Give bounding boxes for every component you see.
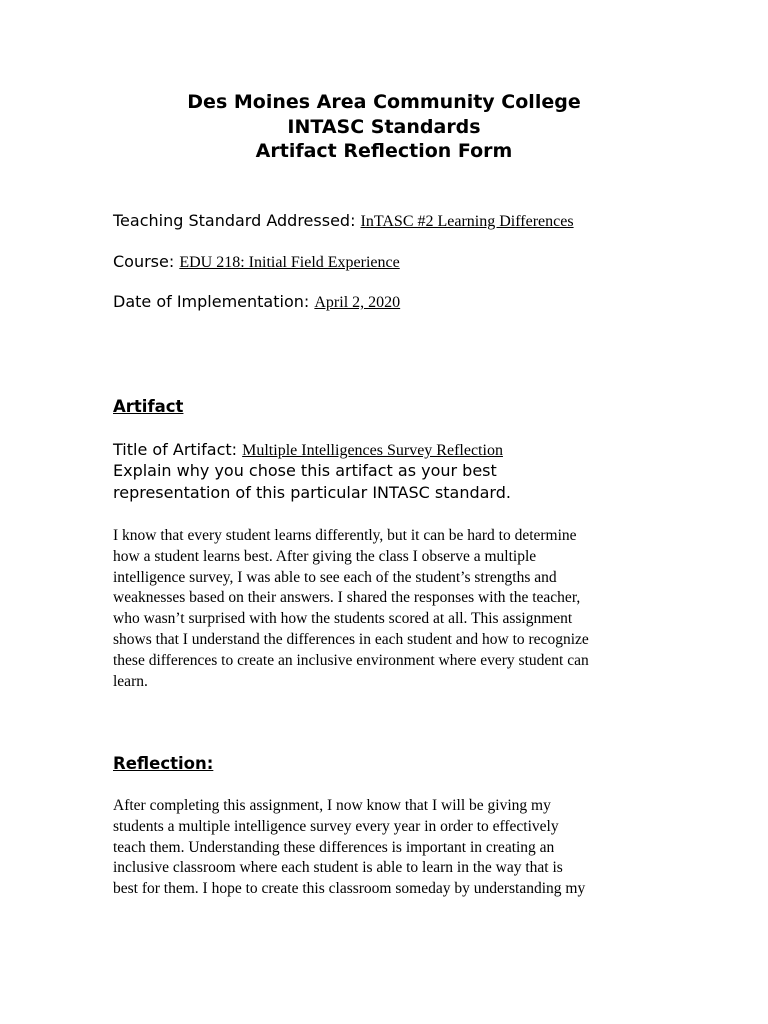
course-line xyxy=(113,252,400,272)
artifact-heading: Artifact xyxy=(113,397,184,416)
standards-title: INTASC Standards xyxy=(287,115,481,138)
form-title: Artifact Reflection Form xyxy=(255,140,513,162)
standard-value: InTASC #2 Learning Differences xyxy=(360,213,574,230)
standard-line xyxy=(113,211,574,231)
standard-label: Teaching Standard Addressed: xyxy=(113,211,356,230)
date-line xyxy=(113,292,400,312)
artifact-title-label: Title of Artifact: xyxy=(113,440,238,459)
paragraph-line: intelligence survey, I was able to see each of the student’s strengths and xyxy=(113,568,557,586)
date-value: April 2, 2020 xyxy=(314,294,401,311)
paragraph-line: I know that every student learns differently, but it can be hard to determine xyxy=(113,527,577,544)
artifact-prompt-line-1: Explain why you chose this artifact as your best xyxy=(113,461,497,480)
paragraph-line: inclusive classroom where each student is able to learn in the way that is xyxy=(113,859,563,877)
paragraph-line: After completing this assignment, I now know that I will be giving my xyxy=(113,797,551,814)
paragraph-line: how a student learns best. After giving the class I observe a multiple xyxy=(113,547,537,565)
artifact-title-value: Multiple Intelligences Survey Reflection xyxy=(242,442,503,459)
paragraph-line: teach them. Understanding these differences is important in creating an xyxy=(113,838,555,856)
paragraph-line: learn. xyxy=(113,672,148,690)
reflection-paragraph xyxy=(113,796,673,900)
paragraph-line: weaknesses based on their answers. I shared the responses with the teacher, xyxy=(113,589,581,607)
document-header xyxy=(0,90,768,164)
date-label: Date of Implementation: xyxy=(113,292,310,311)
artifact-title-line xyxy=(113,439,503,462)
artifact-prompt-line-2: representation of this particular INTASC standard. xyxy=(113,483,511,502)
paragraph-line: shows that I understand the differences in each student and how to recognize xyxy=(113,630,589,648)
paragraph-line: who wasn’t surprised with how the students scored at all. This assignment xyxy=(113,610,573,628)
reflection-heading: Reflection: xyxy=(113,754,214,773)
course-label: Course: xyxy=(113,252,175,271)
college-name: Des Moines Area Community College xyxy=(187,91,581,113)
artifact-paragraph xyxy=(113,526,673,692)
course-value: EDU 218: Initial Field Experience xyxy=(179,254,400,271)
paragraph-line: best for them. I hope to create this classroom someday by understanding my xyxy=(113,880,586,898)
paragraph-line: students a multiple intelligence survey every year in order to effectively xyxy=(113,817,559,835)
paragraph-line: these differences to create an inclusive environment where every student can xyxy=(113,651,589,669)
